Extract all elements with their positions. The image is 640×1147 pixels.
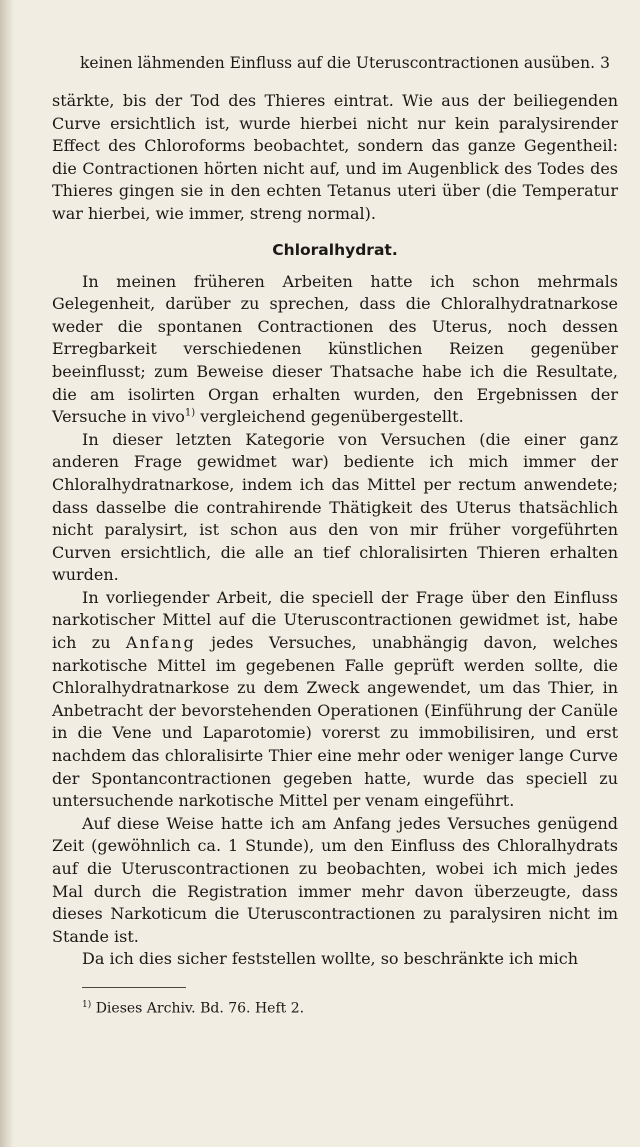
body-text [52, 90, 618, 971]
section-heading: Chloralhydrat. [272, 240, 398, 259]
paragraph-final: Da ich dies sicher feststellen wollte, so beschränkte ich mich [82, 949, 579, 969]
footnote-divider [82, 987, 186, 988]
running-head [80, 52, 618, 78]
paragraph-procedure [52, 587, 618, 813]
book-page [52, 52, 618, 1019]
footnote-reference: 1) [184, 407, 196, 419]
paragraph-rectal-use: In dieser letzten Kategorie von Versuchen (die einer ganz anderen Frage gewidmet war) bediente ich mich immer der Chloralhydratnarkose, indem ich das Mittel per rectum anwendete; dass dasselbe die contrahirende Thätigkeit des Uterus thatsächlich nicht paralysirt, ist schon aus den von mir früher vorgeführten Curven ersichtlich, die alle an tief chloralisirten Thieren erhalten wurden. [52, 429, 618, 585]
paragraph-observation: Auf diese Weise hatte ich am Anfang jedes Versuches genügend Zeit (gewöhnlich ca. 1 Stunde), um den Einfluss des Chloralhydrats auf die Uteruscontractionen zu beobachten, wobei ich mich jedes Mal durch die Registration immer mehr davon überzeugte, dass dieses Narkoticum die Uteruscontractionen zu paralysiren nicht im Stande ist. [52, 813, 618, 946]
paragraph-continuation: stärkte, bis der Tod des Thieres eintrat. Wie aus der beiliegenden Curve ersichtlich ist, wurde hierbei nicht nur kein paralysirender Effect des Chloroforms beobachtet, sondern das ganze Gegentheil: die Contractionen hörten nicht auf, und im Augenblick des Todes des Thieres gingen sie in den echten Tetanus uteri über (die Temperatur war hierbei, wie immer, streng normal). [52, 91, 618, 223]
paragraph-chloral-intro [52, 271, 618, 429]
running-title: keinen lähmenden Einfluss auf die Uteruscontractionen ausüben. [80, 54, 596, 72]
page-number: 3 [600, 54, 610, 72]
footnote-text: Dieses Archiv. Bd. 76. Heft 2. [95, 1000, 305, 1017]
footnote [82, 996, 618, 1019]
binding-shadow [0, 0, 14, 1147]
footnote-marker: 1) [82, 999, 92, 1010]
paragraph-text: In vorliegender Arbeit, die speciell der Frage über den Einfluss narkotischer Mittel auf die Uteruscontractionen gewidmet ist, habe ich zu [52, 587, 618, 653]
paragraph-text: In meinen früheren Arbeiten hatte ich schon mehrmals Gelegenheit, darüber zu sprechen, dass die Chloralhydratnarkose weder die spontanen Contractionen des Uterus, noch dessen Erregbarkeit verschiedenen künstlichen Reizen gegenüber beeinflusst; zum Beweise dieser Thatsache habe ich die Resultate, die am isolirten Organ erhalten wurden, den Ergebnissen der Versuche in vivo [52, 271, 618, 427]
emphasized-word: Anfang [125, 633, 196, 653]
paragraph-text: vergleichend gegenübergestellt. [195, 407, 464, 427]
paragraph-text: jedes Versuches, unabhängig davon, welches narkotische Mittel im gegebenen Falle geprüft werden sollte, die Chloralhydratnarkose zu dem Zweck angewendet, um das Thier, in Anbetracht der bevorstehenden Operationen (Einführung der Canüle in die Vene und Laparotomie) vorerst zu immobilisiren, und erst nachdem das chloralisirte Thier eine mehr oder weniger lange Curve der Spontancontractionen gegeben hatte, wurde das speciell zu untersuchende narkotische Mittel per venam eingeführt. [52, 633, 618, 811]
